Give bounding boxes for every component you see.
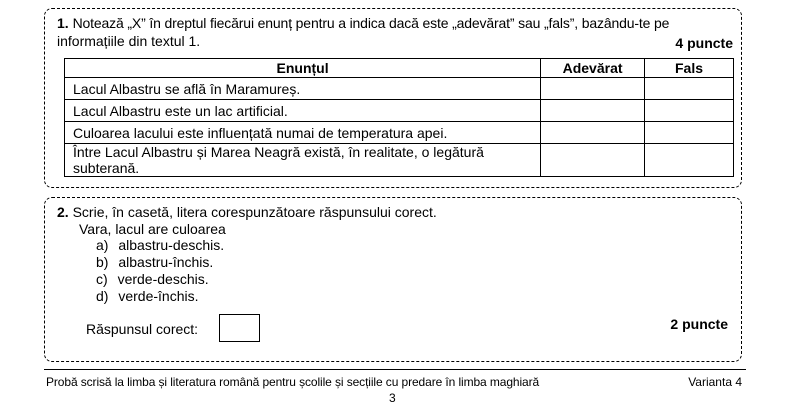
false-answer-cell[interactable] <box>645 78 734 100</box>
true-answer-cell[interactable] <box>541 100 645 122</box>
footer-exam-title: Probă scrisă la limba și literatura română pentru școlile și secțiile cu predare în limba maghiară <box>46 375 540 389</box>
option-text: albastru-închis. <box>118 254 214 270</box>
option-c[interactable] <box>96 271 209 287</box>
table-row <box>65 144 734 177</box>
false-answer-cell[interactable] <box>645 122 734 144</box>
false-answer-cell[interactable] <box>645 144 734 177</box>
statement-cell: Lacul Albastru este un lac artificial. <box>65 100 541 122</box>
q2-stem: Vara, lacul are culoarea <box>79 221 226 237</box>
statements-table <box>64 58 734 177</box>
table-row <box>65 78 734 100</box>
table-row <box>65 100 734 122</box>
true-answer-cell[interactable] <box>541 122 645 144</box>
option-letter: c) <box>96 271 108 287</box>
option-letter: b) <box>96 254 109 270</box>
option-letter: d) <box>96 288 109 304</box>
q1-prompt-line1 <box>57 15 669 31</box>
option-text: verde-închis. <box>118 288 199 304</box>
table-header-row <box>65 59 734 78</box>
q2-points: 2 puncte <box>670 316 728 332</box>
option-letter: a) <box>96 237 109 253</box>
q2-number: 2. <box>57 204 69 220</box>
answer-input-box[interactable] <box>219 314 260 342</box>
q1-prompt-text: Notează „X” în dreptul fiecărui enunț pentru a indica dacă este „adevărat” sau „fals”, bazându-te pe <box>72 15 670 31</box>
true-answer-cell[interactable] <box>541 144 645 177</box>
footer-variant: Varianta 4 <box>688 375 742 389</box>
q2-prompt-line <box>57 204 437 220</box>
option-text: verde-deschis. <box>117 271 209 287</box>
header-false: Fals <box>645 59 734 78</box>
q2-prompt-text: Scrie, în casetă, litera corespunzătoare răspunsului corect. <box>72 204 437 220</box>
table-row <box>65 122 734 144</box>
footer-divider <box>44 369 746 370</box>
option-text: albastru-deschis. <box>118 237 225 253</box>
false-answer-cell[interactable] <box>645 100 734 122</box>
answer-label: Răspunsul corect: <box>86 321 199 337</box>
true-answer-cell[interactable] <box>541 78 645 100</box>
statement-cell: Lacul Albastru se află în Maramureș. <box>65 78 541 100</box>
statement-cell: Între Lacul Albastru și Marea Neagră există, în realitate, o legătură subterană. <box>65 144 541 177</box>
header-statement: Enunțul <box>65 59 541 78</box>
statement-cell: Culoarea lacului este influențată numai de temperatura apei. <box>65 122 541 144</box>
page-number: 3 <box>389 391 396 405</box>
option-a[interactable] <box>96 237 224 253</box>
q1-number: 1. <box>57 15 69 31</box>
header-true: Adevărat <box>541 59 645 78</box>
option-b[interactable] <box>96 254 213 270</box>
option-d[interactable] <box>96 288 199 304</box>
q1-prompt-line2: informațiile din textul 1. <box>57 33 201 49</box>
q1-points: 4 puncte <box>675 35 733 51</box>
